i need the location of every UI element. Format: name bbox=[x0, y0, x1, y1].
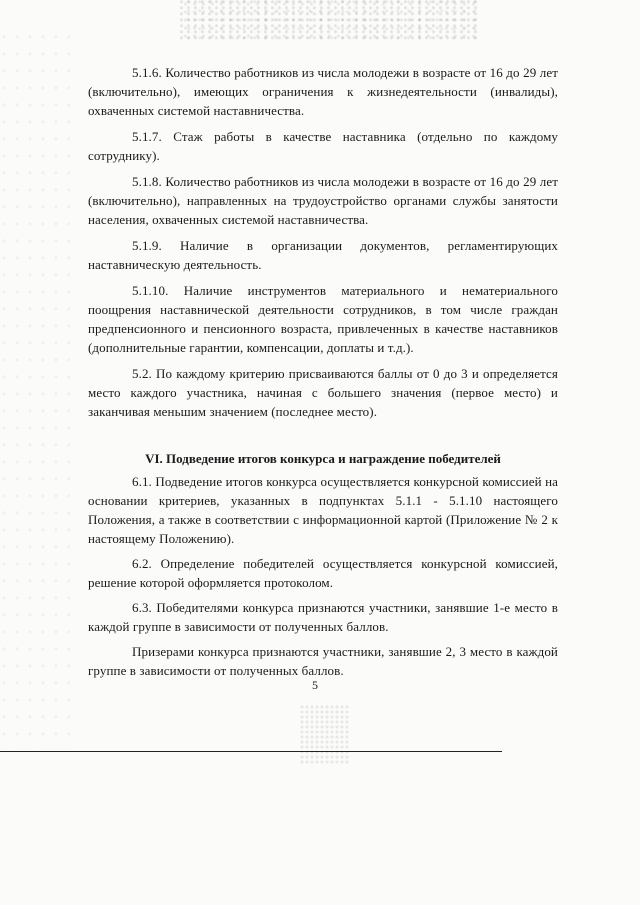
scan-artifact-bottom bbox=[300, 705, 350, 765]
clause-6-2: 6.2. Определение победителей осуществляется конкурсной комиссией, решение которой оформляется протоколом. bbox=[88, 556, 558, 590]
clause-5-1-6: 5.1.6. Количество работников из числа молодежи в возрасте от 16 до 29 лет (включительно), имеющих ограничения к жизнедеятельности (инвалиды), охваченных системой наставничества. bbox=[88, 65, 558, 118]
page-number: 5 bbox=[312, 678, 318, 692]
page-bottom-rule bbox=[0, 751, 502, 752]
clause-5-1-9: 5.1.9. Наличие в организации документов, регламентирующих наставническую деятельность. bbox=[88, 238, 558, 272]
clause-5-1-10: 5.1.10. Наличие инструментов материального и нематериального поощрения наставнической деятельности сотрудников, в том числе граждан предпенсионного и пенсионного возраста, привлеченных в качестве наставников (дополнительные гарантии, компенсации, доплаты и т.д.). bbox=[88, 283, 558, 355]
clause-5-1-7: 5.1.7. Стаж работы в качестве наставника (отдельно по каждому сотруднику). bbox=[88, 129, 558, 163]
clause-6-3: 6.3. Победителями конкурса признаются участники, занявшие 1-е место в каждой группе в зависимости от полученных баллов. bbox=[88, 600, 558, 634]
scan-artifact-top bbox=[180, 0, 480, 42]
clause-6-1: 6.1. Подведение итогов конкурса осуществляется конкурсной комиссией на основании критериев, указанных в подпунктах 5.1.1 - 5.1.10 настоящего Положения, а также в соответствии с информационной картой (Приложение № 2 к настоящему Положению). bbox=[88, 474, 558, 546]
document-body bbox=[88, 63, 558, 686]
clause-5-1-8: 5.1.8. Количество работников из числа молодежи в возрасте от 16 до 29 лет (включительно), направленных на трудоустройство органами службы занятости населения, охваченных системой наставничества. bbox=[88, 174, 558, 227]
scan-artifact-left bbox=[0, 30, 70, 750]
section-6-heading: VI. Подведение итогов конкурса и награждение победителей bbox=[145, 451, 501, 466]
clause-prizewinners: Призерами конкурса признаются участники, занявшие 2, 3 место в каждой группе в зависимости от полученных баллов. bbox=[88, 644, 558, 678]
clause-5-2: 5.2. По каждому критерию присваиваются баллы от 0 до 3 и определяется место каждого участника, начиная с большего значения (первое место) и заканчивая меньшим значением (последнее место). bbox=[88, 366, 558, 419]
